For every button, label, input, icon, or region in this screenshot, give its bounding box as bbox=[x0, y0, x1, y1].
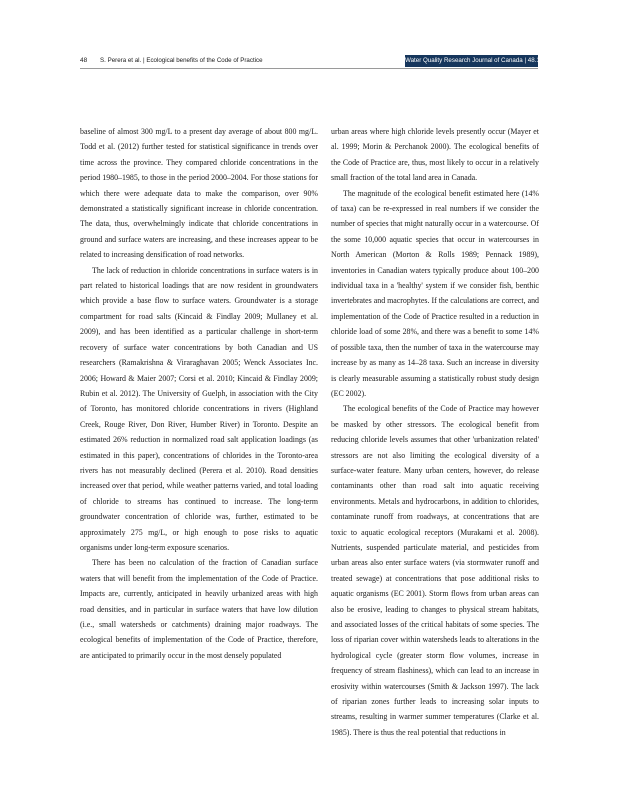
journal-title-bar: Water Quality Research Journal of Canada | 48.1 | 2013 bbox=[405, 55, 538, 67]
paragraph: The magnitude of the ecological benefit estimated here (14% of taxa) can be re-expressed in real numbers if we consider the number of species that might naturally occur in a watercourse. Of the some 10,000 aquatic species that occur in watercourses in North American (Morton & Rolls 1989; Pennack 1989), inventories in Canadian waters typically produce about 100–200 individual taxa in a 'healthy' system if we consider fish, benthic invertebrates and macrophytes. If the calculations are correct, and implementation of the Code of Practice resulted in a reduction in chloride load of some 28%, and there was a benefit to some 14% of possible taxa, then the number of taxa in the watercourse may increase by as many as 14–28 taxa. Such an increase in diversity is clearly measurable assuming a statistically robust study design (EC 2002). bbox=[331, 188, 539, 398]
page-number: 48 bbox=[80, 57, 88, 64]
paragraph: The lack of reduction in chloride concentrations in surface waters is in part related to historical loadings that are now resident in groundwaters which provide a base flow to surface waters. Groundwater is a storage compartment for road salts (Kincaid & Findlay 2009; Mullaney et al. 2009), and has been identified as a particular challenge in short-term recovery of surface water concentrations by both Canadian and US researchers (Ramakrishna & Viraraghavan 2005; Wenck Associates Inc. 2006; Howard & Maier 2007; Corsi et al. 2010; Kincaid & Findlay 2009; Rubin et al. 2012). The University of Guelph, in association with the City of Toronto, has monitored chloride concentrations in rivers (Highland Creek, Rouge River, Don River, Humber River) in Toronto. Despite an estimated 26% reduction in normalized road salt application loadings (as estimated in this paper), concentrations of chlorides in the Toronto-area rivers has not measurably declined (Perera et al. 2010). Road densities increased over that period, while weather patterns varied, and total loading of chloride to streams has continued to increase. The long-term groundwater concentration of chloride was, further, estimated to be approximately 275 mg/L, or high enough to pose risks to aquatic organisms under long-term exposure scenarios. bbox=[80, 265, 318, 552]
paragraph: urban areas where high chloride levels presently occur (Mayer et al. 1999; Morin & Perchanok 2000). The ecological benefits of the Code of Practice are, thus, most likely to occur in a relatively small fraction of the total land area in Canada. bbox=[331, 127, 539, 183]
right-column bbox=[331, 124, 539, 740]
paragraph: There has been no calculation of the fraction of Canadian surface waters that will benefit from the implementation of the Code of Practice. Impacts are, currently, anticipated in heavily urbanized areas with high road densities, and in particular in surface waters that have low dilution (i.e., small watersheds or catchments) draining major roadways. The ecological benefits of implementation of the Code of Practice, therefore, are anticipated to primarily occur in the most densely populated bbox=[80, 558, 318, 660]
paragraph: The ecological benefits of the Code of Practice may however be masked by other stressors. The ecological benefit from reducing chloride levels assumes that other 'urbanization related' stressors are not also limiting the ecological diversity of a surface-water feature. Many urban centers, however, do release contaminants other than road salt into aquatic receiving environments. Metals and hydrocarbons, in addition to chlorides, contaminate runoff from roadways, at concentrations that are toxic to aquatic ecological receptors (Murakami et al. 2008). Nutrients, suspended particulate material, and pesticides from urban areas also enter surface waters (via stormwater runoff and treated sewage) at concentrations that pose additional risks to aquatic organisms (EC 2001). Storm flows from urban areas can also be erosive, leading to changes to physical stream habitats, and associated losses of the critical habitats of some species. The loss of riparian cover within watersheds leads to alterations in the hydrological cycle (greater storm flow volumes, increase in frequency of stream flashiness), which can lead to an increase in erosivity within watercourses (Smith & Jackson 1997). The lack of riparian zones further leads to increasing solar inputs to streams, resulting in warmer summer temperatures (Clarke et al. 1985). There is thus the real potential that reductions in bbox=[331, 404, 539, 737]
page-header bbox=[80, 55, 559, 67]
header-divider bbox=[80, 68, 538, 69]
left-column bbox=[80, 124, 318, 663]
paragraph: baseline of almost 300 mg/L to a present day average of about 800 mg/L. Todd et al. (2012) further tested for statistical significance in trends over time across the province. They compared chloride concentrations in the period 1980–1985, to those in the period 2000–2004. For those stations for which there were adequate data to make the comparison, over 90% demonstrated a statistically significant increase in chloride concentration. The data, thus, overwhelmingly indicate that chloride concentrations in ground and surface waters are increasing, and these increases appear to be related to increasing densification of road networks. bbox=[80, 127, 318, 260]
running-head: S. Perera et al. | Ecological benefits of the Code of Practice bbox=[100, 57, 263, 64]
